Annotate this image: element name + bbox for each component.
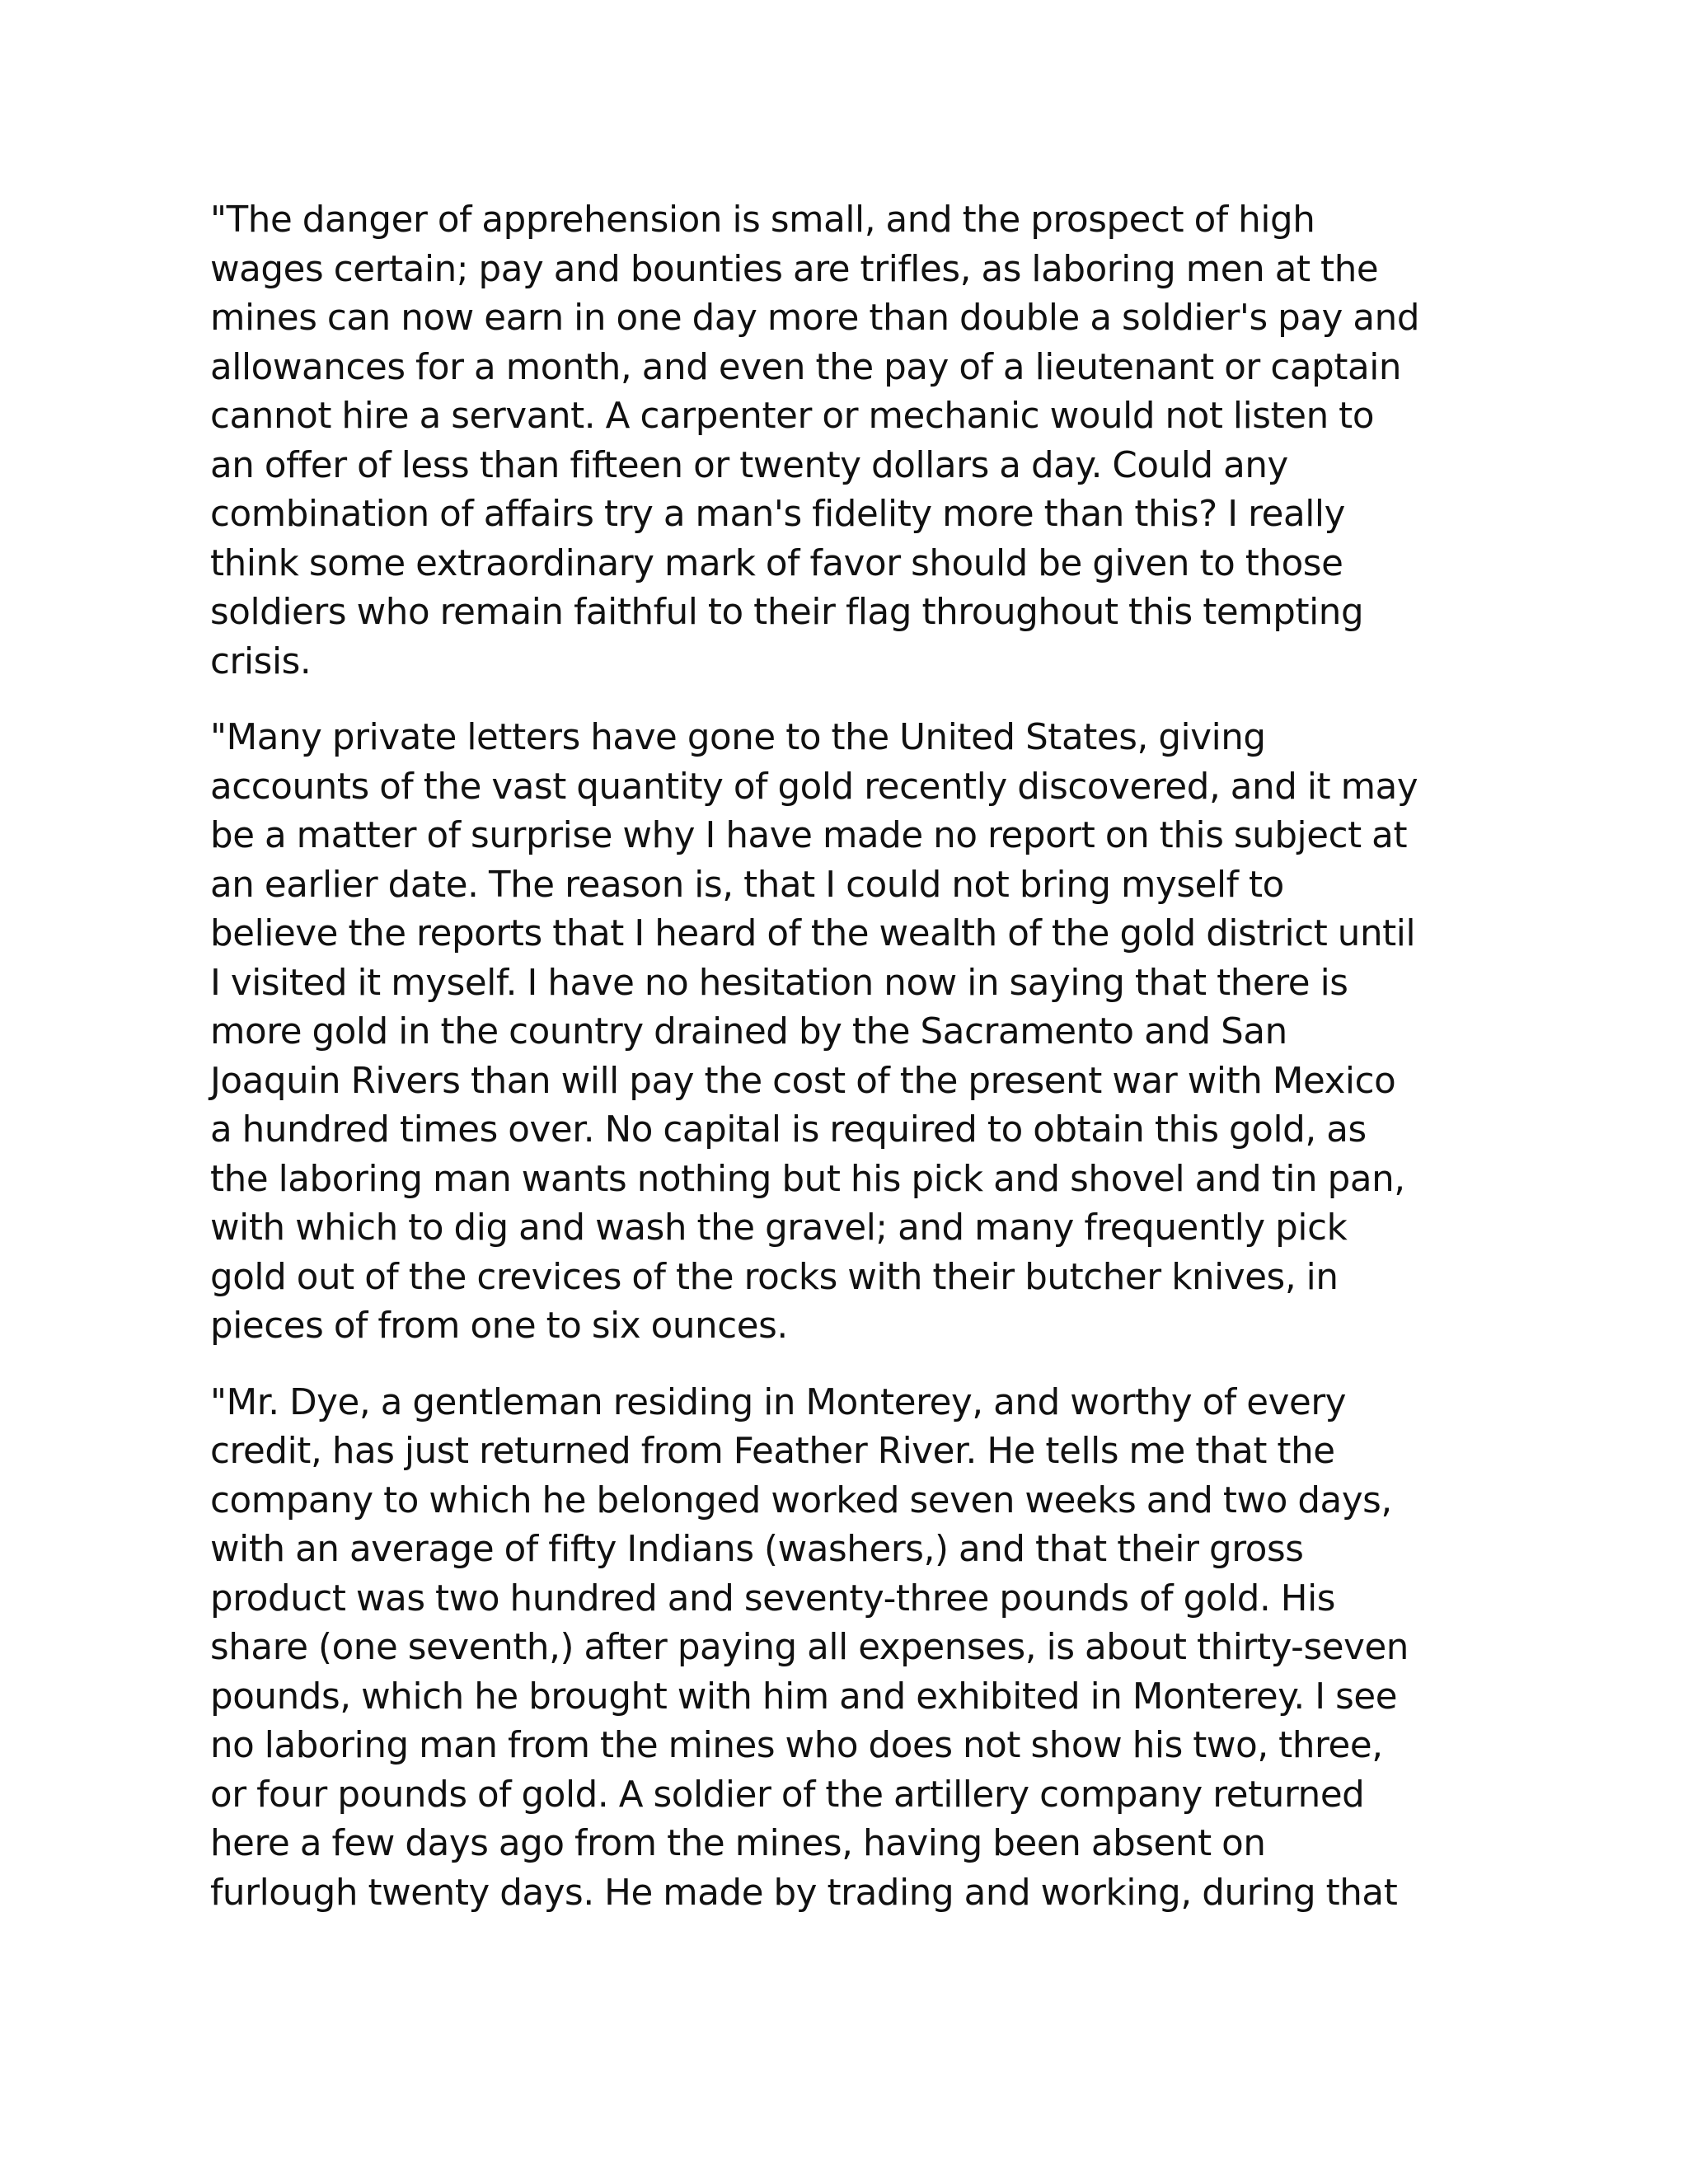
text-line: or four pounds of gold. A soldier of the artillery company returned (210, 1774, 1365, 1816)
text-line: "The danger of apprehension is small, and the prospect of high (210, 199, 1315, 241)
text-line: an earlier date. The reason is, that I could not bring myself to (210, 864, 1284, 906)
text-line: product was two hundred and seventy-three pounds of gold. His (210, 1577, 1336, 1619)
text-line: furlough twenty days. He made by trading and working, during that (210, 1872, 1398, 1914)
text-line: I visited it myself. I have no hesitation now in saying that there is (210, 962, 1348, 1004)
text-line: company to which he belonged worked seven weeks and two days, (210, 1479, 1392, 1521)
text-line: with an average of fifty Indians (washers,) and that their gross (210, 1529, 1304, 1570)
text-line: combination of affairs try a man's fidelity more than this? I really (210, 494, 1345, 535)
text-line: more gold in the country drained by the Sacramento and San (210, 1011, 1287, 1052)
text-line: no laboring man from the mines who does not show his two, three, (210, 1725, 1383, 1766)
text-line: Joaquin Rivers than will pay the cost of the present war with Mexico (210, 1060, 1396, 1102)
text-line: "Many private letters have gone to the United States, giving (210, 717, 1266, 758)
text-line: share (one seventh,) after paying all expenses, is about thirty-seven (210, 1627, 1409, 1668)
paragraph-1 (210, 196, 1529, 687)
text-line: credit, has just returned from Feather River. He tells me that the (210, 1431, 1335, 1472)
text-line: mines can now earn in one day more than double a soldier's pay and (210, 298, 1420, 339)
text-line: here a few days ago from the mines, having been absent on (210, 1823, 1266, 1864)
paragraph-3 (210, 1379, 1529, 1919)
text-line: pounds, which he brought with him and exhibited in Monterey. I see (210, 1675, 1398, 1718)
text-line: cannot hire a servant. A carpenter or mechanic would not listen to (210, 396, 1375, 437)
text-line: allowances for a month, and even the pay of a lieutenant or captain (210, 346, 1402, 388)
text-line: a hundred times over. No capital is required to obtain this gold, as (210, 1109, 1367, 1151)
text-line: wages certain; pay and bounties are trifles, as laboring men at the (210, 248, 1379, 290)
text-line: an offer of less than fifteen or twenty dollars a day. Could any (210, 444, 1288, 486)
text-line: believe the reports that I heard of the wealth of the gold district until (210, 913, 1416, 954)
text-line: gold out of the crevices of the rocks with their butcher knives, in (210, 1256, 1339, 1298)
paragraph-2 (210, 714, 1529, 1352)
text-line: the laboring man wants nothing but his pick and shovel and tin pan, (210, 1158, 1405, 1200)
text-line: crisis. (210, 640, 312, 682)
text-line: with which to dig and wash the gravel; and many frequently pick (210, 1207, 1348, 1249)
text-line: think some extraordinary mark of favor should be given to those (210, 542, 1343, 584)
document-body (210, 196, 1529, 1945)
text-line: "Mr. Dye, a gentleman residing in Monterey, and worthy of every (210, 1381, 1347, 1423)
text-line: soldiers who remain faithful to their flag throughout this tempting (210, 592, 1364, 633)
text-line: accounts of the vast quantity of gold recently discovered, and it may (210, 766, 1418, 808)
text-line: be a matter of surprise why I have made no report on this subject at (210, 815, 1408, 856)
text-line: pieces of from one to six ounces. (210, 1305, 788, 1347)
